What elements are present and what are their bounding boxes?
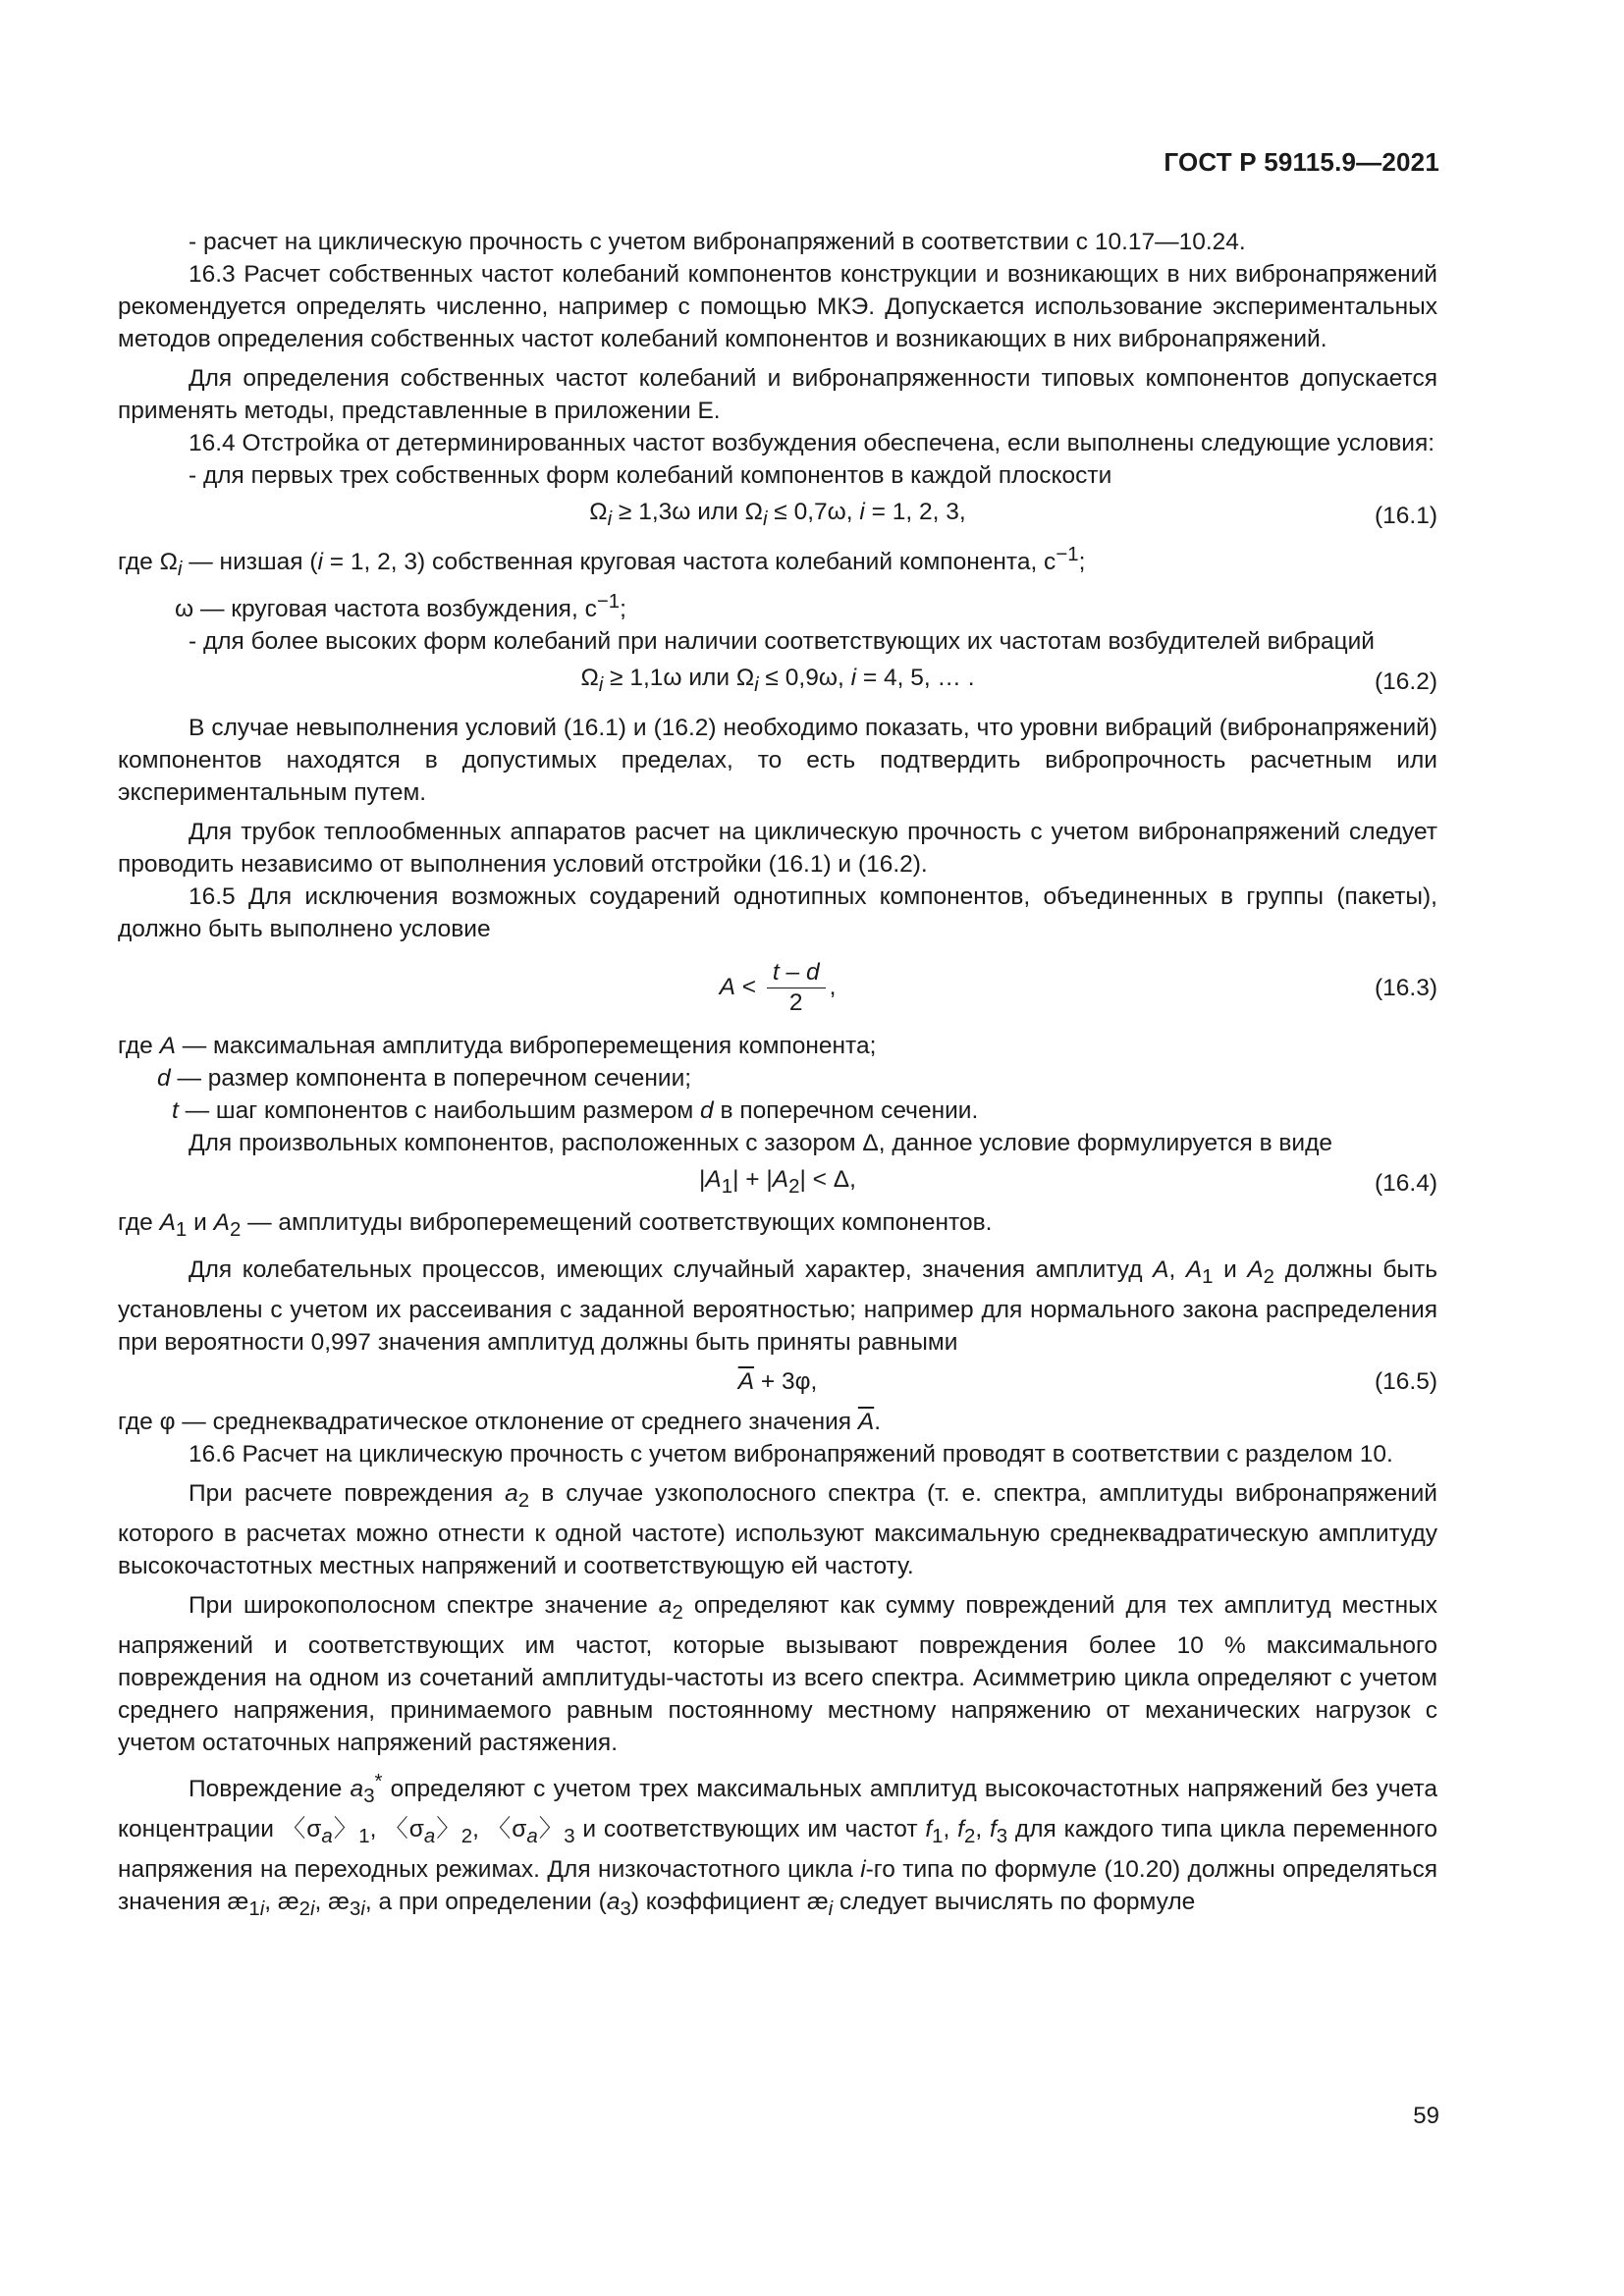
definition-omega: ω — круговая частота возбуждения, $с^{-1}$; [175,591,626,623]
formula-body: $\Omega_i \ge 1,1\omega$ или $\Omega_i \le 0,9\omega$, i = 4, 5, … . [580,664,975,696]
paragraph: Для колебательных процессов, имеющих случайный характер, значения амплитуд A, $A_1$ и $A_2$ должны быть установлены с учетом их рассеивания с заданной вероятностью; например для нормального закона распределения при вероятности 0,997 значения амплитуд должны быть приняты равными [118,1256,1437,1356]
definition-omega-i: где $\Omega_i$ — низшая (i = 1, 2, 3) собственная круговая частота колебаний компонента, $с^{-1}$; [118,544,1086,581]
definition-a1-a2: где $A_1$ и $A_2$ — амплитуды виброперемещений соответствующих компонентов. [118,1209,993,1242]
paragraph-16-3: 16.3 Расчет собственных частот колебаний компонентов конструкции и возникающих в них вибронапряжений рекомендуется определять численно, например с помощью МКЭ. Допускается использование экспериментальных методов определения собственных частот колебаний компонентов и возникающих в них вибронапряжений. [118,261,1437,352]
paragraph: При широкополосном спектре значение $a_2$ определяют как сумму повреждений для тех амплитуд местных напряжений и соответствующих им частот, которые вызывают повреждения более 10 % максимального повреждения на одном из сочетаний амплитуды-частоты из всего спектра. Асимметрию цикла определяют с учетом среднего напряжения, принимаемого равным постоянному местному напряжению от механических нагрузок с учетом остаточных напряжений растяжения. [118,1591,1438,1756]
definition-d: d — размер компонента в поперечном сечении; [157,1065,692,1093]
formula-body: $\Omega_i \ge 1,3\omega$ или $\Omega_i \le 0,7\omega$, i = 1, 2, 3, [589,498,966,530]
formula-16-2 [118,658,1437,705]
paragraph: При расчете повреждения $a_2$ в случае узкополосного спектра (т. е. спектра, амплитуды вибронапряжений которого в расчетах можно отнести к одной частоте) используют максимальную среднеквадратическую амплитуду высокочастотных местных напряжений и соответствующую ей частоту. [118,1479,1437,1579]
paragraph: - для более высоких форм колебаний при наличии соответствующих их частотам возбудителей вибраций [189,628,1375,656]
paragraph-16-6: 16.6 Расчет на циклическую прочность с учетом вибронапряжений проводят в соответствии с разделом 10. [189,1440,1393,1468]
formula-number: (16.4) [1374,1169,1437,1197]
definition-a: где A — максимальная амплитуда виброперемещения компонента; [118,1033,877,1060]
formula-16-1 [118,492,1437,539]
formula-number: (16.2) [1374,667,1437,695]
definition-t: t — шаг компонентов с наибольшим размером d в поперечном сечении. [172,1097,979,1125]
paragraph-16-5: 16.5 Для исключения возможных соударений однотипных компонентов, объединенных в группы (пакеты), должно быть выполнено условие [118,883,1437,943]
paragraph: Для произвольных компонентов, расположенных с зазором Δ, данное условие формулируется в виде [189,1130,1333,1157]
formula-number: (16.5) [1374,1368,1437,1396]
page-number: 59 [1413,2103,1439,2129]
formula-16-4 [118,1159,1437,1206]
formula-body: $|A_1| + |A_2| < \Delta$, [699,1165,856,1198]
definition-phi: где φ — среднеквадратическое отклонение от среднего значения $\overline{A}$. [118,1408,882,1435]
paragraph: - расчет на циклическую прочность с учетом вибронапряжений в соответствии с 10.17—10.24. [189,229,1246,255]
paragraph: В случае невыполнения условий (16.1) и (16.2) необходимо показать, что уровни вибраций (вибронапряжений) компонентов находятся в допустимых пределах, то есть подтвердить вибропрочность расчетным или экспериментальным путем. [118,715,1437,807]
formula-16-5 [118,1359,1437,1406]
paragraph: Повреждение $a_3^*$ определяют с учетом трех максимальных амплитуд высокочастотных напряжений без учета концентрации 〈$\sigma_a$〉$_1$, 〈$\sigma_a$〉$_2$, 〈$\sigma_a$〉$_3$ и соответствующих им частот $f_1$, $f_2$, $f_3$ для каждого типа цикла переменного напряжения на переходных режимах. Для низкочастотного цикла i-го типа по формуле (10.20) должны определяться значения $æ_{1i}$, $æ_{2i}$, $æ_{3i}$, а при определении $(a_3)$ коэффициент $æ_i$ следует вычислять по формуле [118,1770,1437,1920]
formula-body: $\overline{A} + 3\varphi$, [737,1368,818,1396]
formula-number: (16.1) [1374,502,1437,529]
document-code: ГОСТ Р 59115.9—2021 [1164,147,1439,177]
paragraph-16-4: 16.4 Отстройка от детерминированных частот возбуждения обеспечена, если выполнены следующие условия: [189,430,1435,456]
formula-16-3 [118,945,1437,1030]
paragraph: Для трубок теплообменных аппаратов расчет на циклическую прочность с учетом вибронапряжений следует проводить независимо от выполнения условий отстройки (16.1) и (16.2). [118,819,1437,879]
paragraph: - для первых трех собственных форм колебаний компонентов в каждой плоскости [189,462,1112,489]
formula-number: (16.3) [1374,974,1437,1001]
page-body [118,226,1437,1926]
paragraph: Для определения собственных частот колебаний и вибронапряженности типовых компонентов допускается применять методы, представленные в приложении Е. [118,365,1437,424]
formula-body: A < $\frac{t - d}{2}$ , [719,958,837,1016]
